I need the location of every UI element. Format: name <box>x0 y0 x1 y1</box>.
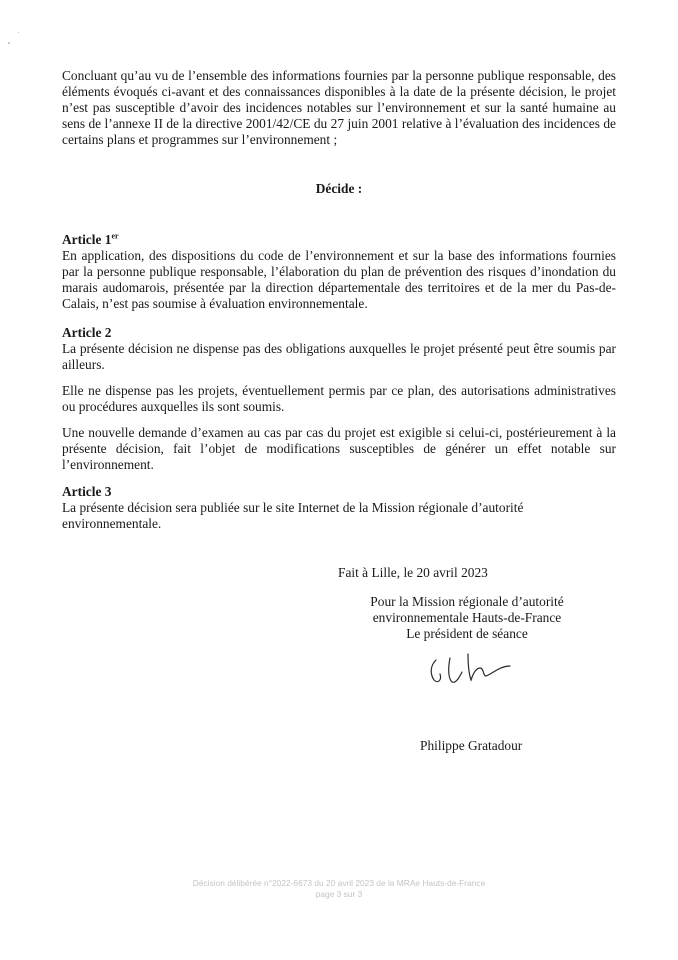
place-date: Fait à Lille, le 20 avril 2023 <box>338 565 488 580</box>
considerant-paragraph <box>62 68 616 148</box>
article-1 <box>62 232 616 312</box>
scan-specks <box>6 30 26 50</box>
authority-line-2: environnementale Hauts-de-France <box>372 610 562 625</box>
article-2 <box>62 325 616 473</box>
signer-name: Philippe Gratadour <box>420 738 523 753</box>
article-3-body: La présente décision sera publiée sur le site Internet de la Mission régionale d’autorité environnementale. <box>62 500 524 531</box>
footer-decision-reference: Décision délibérée n°2022-6673 du 20 avril 2023 de la MRAe Hauts-de-France <box>192 878 486 888</box>
article-1-body: En application, des dispositions du code de l’environnement et sur la base des informations fournies par la personne publique responsable, l’élaboration du plan de prévention des risques d’inondation du marais audomarois, présentée par la direction départementale des territoires et de la mer du Pas-de-Calais, n’est pas soumise à évaluation environnementale. <box>62 248 616 311</box>
authority-line-3: Le président de séance <box>406 626 528 641</box>
article-1-title: Article 1er <box>62 231 119 247</box>
article-2-paragraph-2: Elle ne dispense pas les projets, éventuellement permis par ce plan, des autorisations administratives ou procédures auxquelles ils sont soumis. <box>62 383 616 414</box>
article-2-paragraph-3: Une nouvelle demande d’examen au cas par cas du projet est exigible si celui-ci, postérieurement à la présente décision, fait l’objet de modifications susceptibles de générer un effet notable sur l’environnement. <box>62 425 616 472</box>
article-2-paragraph-1: La présente décision ne dispense pas des obligations auxquelles le projet présenté peut être soumis par ailleurs. <box>62 341 616 372</box>
page-footer <box>0 878 678 900</box>
article-3-title: Article 3 <box>62 484 112 499</box>
article-3 <box>62 484 616 532</box>
handwritten-signature <box>428 650 512 690</box>
considerant-text: Concluant qu’au vu de l’ensemble des informations fournies par la personne publique responsable, des éléments évoqués ci-avant et des connaissances disponibles à la date de la présente décision, le projet n’est pas susceptible d’avoir des incidences notables sur l’environnement et sur la santé humaine au sens de l’annexe II de la directive 2001/42/CE du 27 juin 2001 relative à l’évaluation des incidences de certains plans et programmes sur l’environnement ; <box>62 68 616 147</box>
article-2-title: Article 2 <box>62 325 112 340</box>
footer-page-number: page 3 sur 3 <box>315 889 363 899</box>
signing-authority <box>340 594 594 642</box>
decide-heading: Décide : <box>315 181 363 196</box>
authority-line-1: Pour la Mission régionale d’autorité <box>370 594 564 609</box>
